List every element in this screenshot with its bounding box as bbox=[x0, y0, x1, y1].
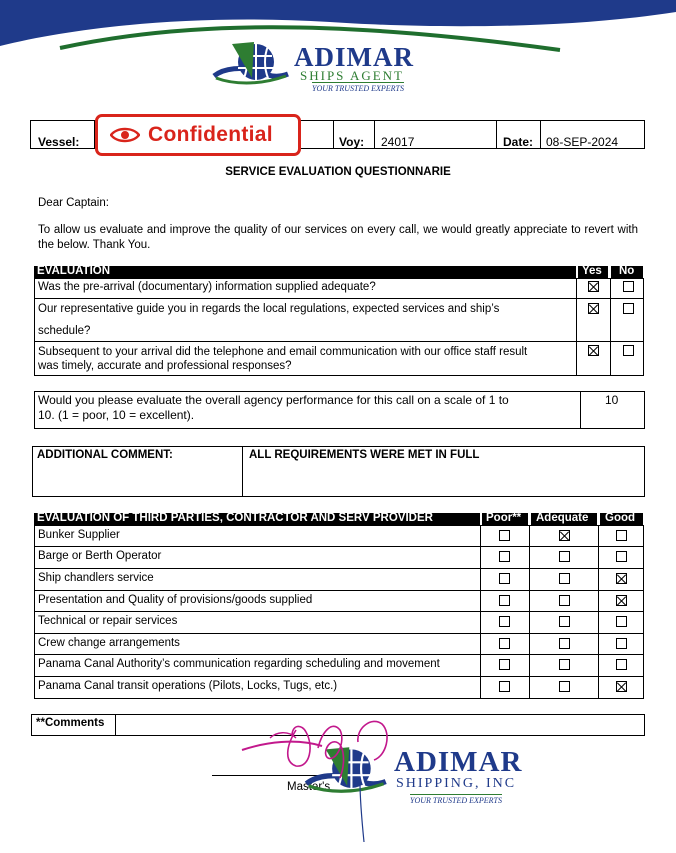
table-row-divider bbox=[34, 633, 644, 634]
third-party-item: Crew change arrangements bbox=[38, 637, 180, 649]
evaluation-q2-yes-checkbox[interactable] bbox=[588, 303, 599, 314]
vessel-label: Vessel: bbox=[38, 135, 80, 149]
third-parties-header: EVALUATION OF THIRD PARTIES, CONTRACTOR AND SERV PROVIDER bbox=[34, 513, 480, 525]
third-party-poor-checkbox[interactable] bbox=[499, 595, 510, 606]
third-party-poor-checkbox[interactable] bbox=[499, 530, 510, 541]
handwritten-signature bbox=[236, 702, 436, 848]
third-party-adequate-checkbox[interactable] bbox=[559, 681, 570, 692]
evaluation-question-2: Our representative guide you in regards the local regulations, expected services and ship’s bbox=[38, 303, 500, 315]
third-party-good-checkbox[interactable] bbox=[616, 551, 627, 562]
evaluation-header: EVALUATION bbox=[34, 266, 576, 278]
third-party-good-checkbox[interactable] bbox=[616, 616, 627, 627]
date-value: 08-SEP-2024 bbox=[546, 135, 619, 149]
evaluation-question-1: Was the pre-arrival (documentary) information supplied adequate? bbox=[38, 281, 376, 293]
voy-label: Voy: bbox=[339, 135, 365, 149]
page-title: SERVICE EVALUATION QUESTIONNARIE bbox=[225, 166, 451, 178]
voy-value: 24017 bbox=[381, 135, 415, 149]
evaluation-question-2-cont: schedule? bbox=[38, 325, 91, 337]
third-parties-poor-header: Poor** bbox=[482, 513, 528, 525]
evaluation-q3-yes-checkbox[interactable] bbox=[588, 345, 599, 356]
third-party-poor-checkbox[interactable] bbox=[499, 616, 510, 627]
third-party-adequate-checkbox[interactable] bbox=[559, 551, 570, 562]
third-party-adequate-checkbox[interactable] bbox=[559, 616, 570, 627]
logo-brand-sub: SHIPS AGENT bbox=[300, 68, 404, 83]
third-parties-adequate-header: Adequate bbox=[531, 513, 597, 525]
table-row-divider bbox=[34, 654, 644, 655]
third-party-poor-checkbox[interactable] bbox=[499, 573, 510, 584]
intro-paragraph: To allow us evaluate and improve the quality of our services on every call, we would greatly appreciate to revert with the below. Thank You. bbox=[38, 224, 638, 251]
comments-label: **Comments bbox=[36, 717, 105, 729]
evaluation-yes-header: Yes bbox=[578, 266, 608, 278]
greeting: Dear Captain: bbox=[38, 197, 109, 209]
evaluation-question-3: Subsequent to your arrival did the telephone and email communication with our office staff result bbox=[38, 346, 528, 358]
third-party-adequate-checkbox[interactable] bbox=[559, 573, 570, 584]
logo-tagline: YOUR TRUSTED EXPERTS bbox=[312, 84, 404, 93]
third-party-poor-checkbox[interactable] bbox=[499, 551, 510, 562]
third-party-item: Technical or repair services bbox=[38, 615, 178, 627]
third-party-good-checkbox[interactable] bbox=[616, 595, 627, 606]
table-row-divider bbox=[34, 611, 644, 612]
third-parties-good-header: Good bbox=[600, 513, 643, 525]
third-party-good-checkbox[interactable] bbox=[616, 638, 627, 649]
third-party-item: Barge or Berth Operator bbox=[38, 550, 162, 562]
third-party-good-checkbox[interactable] bbox=[616, 573, 627, 584]
table-row-divider bbox=[34, 676, 644, 677]
table-row-divider bbox=[34, 590, 644, 591]
company-logo bbox=[208, 38, 438, 100]
confidential-stamp bbox=[95, 114, 301, 156]
third-party-item: Bunker Supplier bbox=[38, 529, 120, 541]
evaluation-q2-no-checkbox[interactable] bbox=[623, 303, 634, 314]
eye-icon bbox=[110, 126, 140, 144]
confidential-text: Confidential bbox=[148, 123, 273, 146]
master-label: Master's bbox=[287, 781, 331, 793]
logo-brand-name: ADIMAR bbox=[294, 42, 414, 72]
stamp-brand-name: ADIMAR bbox=[394, 746, 523, 778]
additional-comment-label: ADDITIONAL COMMENT: bbox=[37, 449, 173, 461]
rating-question-line1: Would you please evaluate the overall agency performance for this call on a scale of 1 to bbox=[38, 393, 509, 407]
table-row-divider bbox=[34, 546, 644, 547]
third-party-adequate-checkbox[interactable] bbox=[559, 595, 570, 606]
third-party-item: Ship chandlers service bbox=[38, 572, 154, 584]
globe-ship-icon bbox=[208, 38, 292, 94]
table-row-divider bbox=[34, 568, 644, 569]
date-label: Date: bbox=[503, 135, 534, 149]
third-party-poor-checkbox[interactable] bbox=[499, 659, 510, 670]
evaluation-no-header: No bbox=[611, 266, 643, 278]
evaluation-question-3-cont: was timely, accurate and professional responses? bbox=[38, 360, 292, 372]
rating-question-line2: 10. (1 = poor, 10 = excellent). bbox=[38, 408, 195, 422]
third-party-poor-checkbox[interactable] bbox=[499, 681, 510, 692]
third-party-good-checkbox[interactable] bbox=[616, 530, 627, 541]
additional-comment-value[interactable]: ALL REQUIREMENTS WERE MET IN FULL bbox=[249, 449, 480, 461]
evaluation-q1-no-checkbox[interactable] bbox=[623, 281, 634, 292]
third-party-adequate-checkbox[interactable] bbox=[559, 638, 570, 649]
third-party-poor-checkbox[interactable] bbox=[499, 638, 510, 649]
stamp-brand-sub: SHIPPING, INC bbox=[396, 776, 517, 791]
third-party-good-checkbox[interactable] bbox=[616, 659, 627, 670]
third-party-item: Panama Canal transit operations (Pilots, Locks, Tugs, etc.) bbox=[38, 680, 338, 692]
stamp-tagline: YOUR TRUSTED EXPERTS bbox=[410, 796, 502, 805]
rating-value[interactable]: 10 bbox=[605, 393, 619, 407]
third-party-item: Panama Canal Authority’s communication regarding scheduling and movement bbox=[38, 658, 440, 670]
third-party-adequate-checkbox[interactable] bbox=[559, 659, 570, 670]
third-party-item: Presentation and Quality of provisions/goods supplied bbox=[38, 594, 313, 606]
evaluation-q3-no-checkbox[interactable] bbox=[623, 345, 634, 356]
third-party-adequate-checkbox[interactable] bbox=[559, 530, 570, 541]
evaluation-q1-yes-checkbox[interactable] bbox=[588, 281, 599, 292]
third-party-good-checkbox[interactable] bbox=[616, 681, 627, 692]
